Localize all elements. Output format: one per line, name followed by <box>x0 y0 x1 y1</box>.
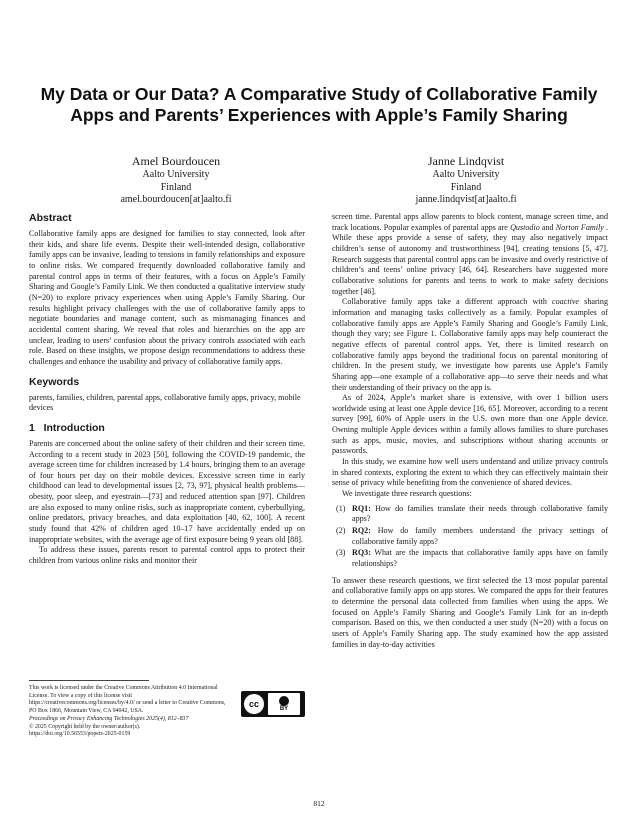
author-affiliation: Aalto University <box>432 169 500 180</box>
intro-paragraph-1: Parents are concerned about the online safety of their children and their screen time. According to a recent study in 2023 [50], following the COVID-19 pandemic, the average screen time for children increased by 1.4 hours, bringing them to an average of four hours per day on their mobile devices. Excessive screen time in early childhood can lead to developmental issues [2, 73, 97], physical health problems—obesity, poor sleep, and eyestrain—[73] and reduced attention span [97]. Children are also exposed to many online risks, such as inappropriate content, cyberbullying, online predators, privacy breaches, and data exploitation [40, 62, 100]. A recent study found that 42% of children aged 10–17 have accidentally ended up on inappropriate websites, with the average age of first exposure being 9 years old [88]. <box>29 438 305 544</box>
list-item: (3) RQ3: What are the impacts that collaborative family apps have on family relationships? <box>336 548 608 568</box>
right-paragraph-6: To answer these research questions, we first selected the 13 most popular parental and collaborative family apps on app stores. We compared the apps for their features to determine the personal data collected from families when using the apps. We focused on Apple’s Family Sharing and Google’s Family Link for an in-depth comparison. Based on this, we then conducted a user study (N=20) with a focus on users of Apple’s Family Sharing app. The study examined how the app assisted families in day-to-day activities <box>332 575 608 649</box>
license-footnote <box>29 680 305 739</box>
footnote-divider <box>29 680 149 681</box>
right-column <box>332 212 608 650</box>
copyright-line: © 2025 Copyright held by the owner/author(s). <box>29 723 141 730</box>
right-paragraph-5: We investigate three research questions: <box>342 489 472 499</box>
author-email: amel.bourdoucen[at]aalto.fi <box>120 194 232 205</box>
keywords-heading: Keywords <box>29 375 80 388</box>
right-paragraph-3: As of 2024, Apple’s market share is extensive, with over 1 billion users worldwide using at least one Apple device [16, 65]. Moreover, according to a recent survey [99], 60% of Apple users in the U.S. own more than one Apple device. Owning multiple Apple devices within a family allows families to share purchases such as apps, music, movies, and subscriptions without sharing accounts or passwords. <box>332 393 608 456</box>
right-paragraph-4: In this study, we examine how well users understand and utilize privacy controls in shared contexts, exploring the extent to which they can effectively maintain their sense of privacy while benefiting from the convenience of shared devices. <box>332 457 608 488</box>
proceedings-line: Proceedings on Privacy Enhancing Technologies 2025(4), 812–837 <box>29 715 189 722</box>
cc-logo-icon: cc <box>244 694 264 714</box>
page-number: 812 <box>313 799 325 808</box>
left-column <box>29 212 305 567</box>
keywords-text: parents, families, children, parental apps, collaborative family apps, privacy, mobile devices <box>29 392 301 413</box>
author-name: Janne Lindqvist <box>427 154 505 168</box>
app-name-qustodio: Qustodio <box>510 222 540 232</box>
license-text: This work is licensed under the Creative Commons Attribution 4.0 International License. To view a copy of this license visit https://creativecommons.org/licenses/by/4.0/ or send a letter to Creative Commons, PO Box 1866, Mountain View, CA 94042, USA. <box>29 685 226 715</box>
introduction-heading: 1 Introduction <box>29 421 105 434</box>
paper-title: My Data or Our Data? A Comparative Study of Collaborative Family Apps and Parents’ Experiences with Apple’s Family Sharing <box>40 84 598 125</box>
author-block-1 <box>76 154 276 207</box>
cc-by-badge-icon[interactable] <box>241 691 305 717</box>
abstract-text: Collaborative family apps are designed for families to stay connected, look after their kids, and share life events. Despite their well-intended design, collaborative family apps can be invasive, leading to tensions in family relationships and exposure to online risks. We compared frequently downloaded collaborative family and parental control apps in terms of their features, with a focus on Apple’s Family Sharing and Google’s Family Link. We then conducted a qualitative interview study (N=20) to explore privacy experiences when using Apple’s Family Sharing. Our results highlight privacy challenges with the use of collaborative family apps to negotiate boundaries and manage content, such as mismanaging finances and accidental content sharing. We reveal that roles and hierarchies on the app are unclear, leading to users’ confusion about the privacy controls associated with each role. Based on these insights, we propose design recommendations to address these challenges and enhance the usability and privacy of collaborative family apps. <box>29 229 305 366</box>
author-country: Finland <box>160 181 192 193</box>
author-country: Finland <box>450 181 482 193</box>
doi-link[interactable]: https://doi.org/10.56553/popets-2025-0159 <box>29 731 131 738</box>
author-email: janne.lindqvist[at]aalto.fi <box>415 194 517 205</box>
research-questions-list <box>332 504 608 570</box>
right-paragraph-1: screen time. Parental apps allow parents to block content, manage screen time, and track locations. Popular examples of parental apps are Qustodio and Norton Family . While these apps provide a sense of safety, they may also negatively impact children’s sense of autonomy and trustworthiness [94], creating tensions [5, 47]. Research suggests that parental control apps can be invasive and overly restrictive of children’s and teens’ online privacy [46, 64]. Researchers have suggested more collaborative solutions for parents and teens to work to make safety decisions together [46]. <box>332 212 609 296</box>
author-name: Amel Bourdoucen <box>131 154 221 168</box>
list-item: (2) RQ2: How do family members understand the privacy settings of collaborative family apps? <box>336 526 608 546</box>
list-item: (1) RQ1: How do families translate their needs through collaborative family apps? <box>336 503 608 524</box>
app-name-norton-family: Norton Family <box>555 222 604 232</box>
person-icon <box>279 696 289 706</box>
author-affiliation: Aalto University <box>142 169 210 180</box>
abstract-heading: Abstract <box>29 212 72 224</box>
author-block-2 <box>366 154 566 207</box>
right-paragraph-2: Collaborative family apps take a different approach with coactive sharing information and managing tasks collectively as a family. Popular examples of collaborative family apps are Apple’s Family Sharing and Google’s Family Link, though they vary; see Figure 1. Collaborative family apps may help counteract the negative effects of parental control apps. Yet, there is limited research on collaborative family apps beyond the traditional focus on parental monitoring of children. In the present study, we investigate how parents use Apple’s Family Sharing app—one example of a collaborative app—to serve their needs and what their understanding of their privacy on the app is. <box>332 297 608 392</box>
attribution-icon: BY <box>268 693 300 715</box>
intro-paragraph-2: To address these issues, parents resort to parental control apps to protect their children from various online risks and monitor their <box>29 545 305 566</box>
